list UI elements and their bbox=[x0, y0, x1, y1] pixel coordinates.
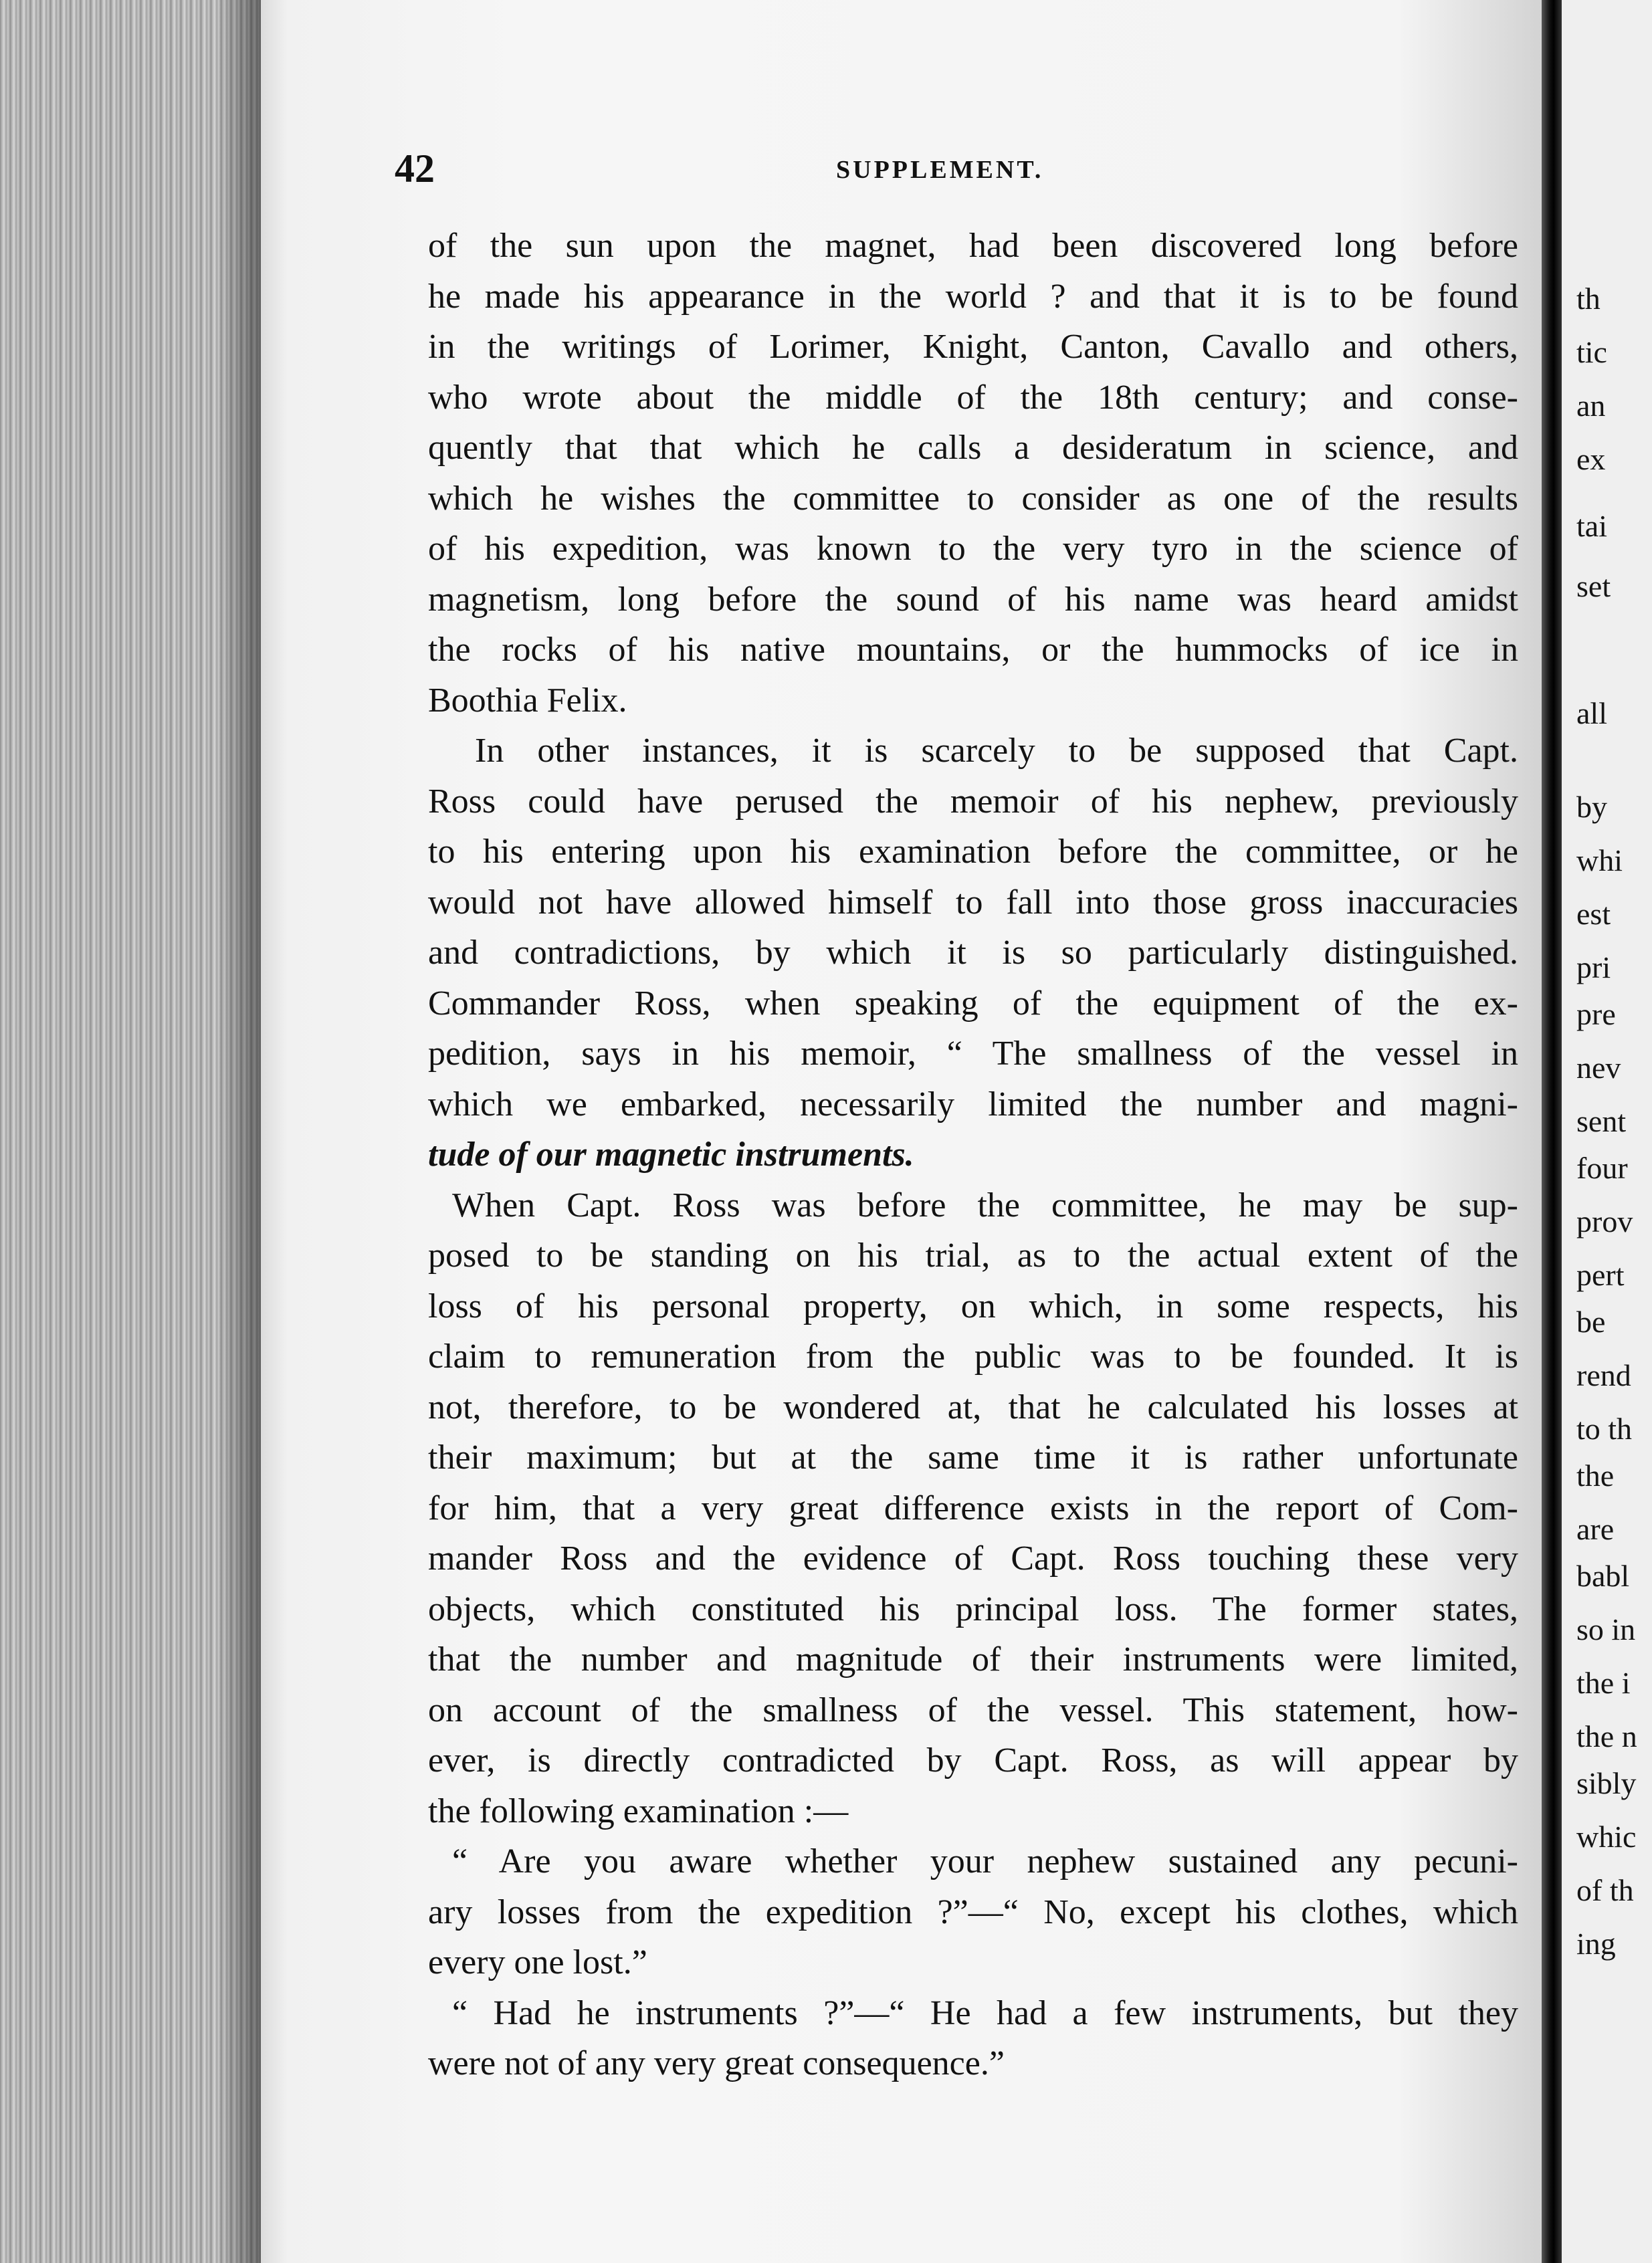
next-page-line: est bbox=[1576, 897, 1611, 931]
text-line: on account of the smallness of the vessel. This statement, how- bbox=[428, 1691, 1518, 1729]
text-line: which he wishes the committee to consider as one of the results bbox=[428, 479, 1518, 518]
text-line: loss of his personal property, on which, in some respects, his bbox=[428, 1287, 1518, 1325]
next-page-line: whi bbox=[1576, 843, 1623, 877]
next-page-fragment bbox=[1562, 0, 1652, 2263]
next-page-line: the i bbox=[1576, 1666, 1631, 1700]
text-line: and contradictions, by which it is so particularly distinguished. bbox=[428, 934, 1518, 972]
text-line: the rocks of his native mountains, or the hummocks of ice in bbox=[428, 631, 1518, 669]
next-page-line: set bbox=[1576, 569, 1611, 603]
next-page-line: are bbox=[1576, 1512, 1615, 1546]
next-page-line: by bbox=[1576, 790, 1607, 824]
text-line: in the writings of Lorimer, Knight, Canton, Cavallo and others, bbox=[428, 328, 1518, 366]
next-page-line: nev bbox=[1576, 1051, 1621, 1085]
book-gutter bbox=[1542, 0, 1562, 2263]
text-line: ever, is directly contradicted by Capt. Ross, as will appear by bbox=[428, 1741, 1518, 1780]
text-line: that the number and magnitude of their instruments were limited, bbox=[428, 1640, 1518, 1679]
next-page-line: pri bbox=[1576, 950, 1611, 984]
next-page-line: th bbox=[1576, 282, 1601, 316]
text-line: When Capt. Ross was before the committee, he may be sup- bbox=[452, 1186, 1518, 1224]
text-line: objects, which constituted his principal loss. The former states, bbox=[428, 1590, 1518, 1628]
text-line: tude of our magnetic instruments. bbox=[428, 1136, 914, 1174]
next-page-line: sibly bbox=[1576, 1766, 1637, 1800]
text-line: “ Had he instruments ?”—“ He had a few instruments, but they bbox=[452, 1993, 1518, 2032]
page-number: 42 bbox=[395, 146, 435, 191]
next-page-line: of th bbox=[1576, 1873, 1634, 1907]
next-page-line: babl bbox=[1576, 1559, 1630, 1593]
next-page-line: pre bbox=[1576, 997, 1616, 1031]
next-page-line: the bbox=[1576, 1459, 1615, 1493]
text-line: claim to remuneration from the public was to be founded. It is bbox=[428, 1337, 1518, 1376]
text-line: Commander Ross, when speaking of the equipment of the ex- bbox=[428, 984, 1518, 1022]
next-page-line: all bbox=[1576, 696, 1607, 730]
text-line: the following examination :— bbox=[428, 1792, 849, 1830]
text-line: to his entering upon his examination before the committee, or he bbox=[428, 833, 1518, 871]
text-line: who wrote about the middle of the 18th century; and conse- bbox=[428, 378, 1518, 417]
next-page-line: ex bbox=[1576, 442, 1606, 476]
text-line: of the sun upon the magnet, had been discovered long before bbox=[428, 227, 1518, 265]
text-line: would not have allowed himself to fall into those gross inaccuracies bbox=[428, 883, 1518, 922]
text-line: pedition, says in his memoir, “ The smallness of the vessel in bbox=[428, 1035, 1518, 1073]
next-page-line: tai bbox=[1576, 509, 1607, 543]
next-page-line: rend bbox=[1576, 1358, 1631, 1392]
text-line: for him, that a very great difference exists in the report of Com- bbox=[428, 1489, 1518, 1527]
next-page-line: be bbox=[1576, 1305, 1606, 1339]
text-line: were not of any very great consequence.” bbox=[428, 2044, 1005, 2082]
text-line: posed to be standing on his trial, as to the actual extent of the bbox=[428, 1236, 1518, 1275]
next-page-line: whic bbox=[1576, 1820, 1637, 1854]
text-line: of his expedition, was known to the very tyro in the science of bbox=[428, 530, 1518, 568]
text-line: Boothia Felix. bbox=[428, 681, 627, 720]
text-line: Ross could have perused the memoir of his nephew, previously bbox=[428, 782, 1518, 821]
text-line: their maximum; but at the same time it is rather unfortunate bbox=[428, 1438, 1518, 1477]
next-page-line: the n bbox=[1576, 1719, 1637, 1753]
text-line: quently that that which he calls a desideratum in science, and bbox=[428, 429, 1518, 467]
text-line: “ Are you aware whether your nephew sustained any pecuni- bbox=[452, 1842, 1518, 1880]
next-page-line: pert bbox=[1576, 1258, 1625, 1292]
next-page-line: prov bbox=[1576, 1204, 1633, 1238]
page-edges bbox=[0, 0, 261, 2263]
next-page-line: four bbox=[1576, 1151, 1628, 1185]
text-line: In other instances, it is scarcely to be supposed that Capt. bbox=[475, 732, 1518, 770]
running-title: SUPPLEMENT. bbox=[836, 156, 1044, 184]
text-line: not, therefore, to be wondered at, that he calculated his losses at bbox=[428, 1388, 1518, 1426]
text-line: which we embarked, necessarily limited the number and magni- bbox=[428, 1085, 1518, 1123]
next-page-line: sent bbox=[1576, 1104, 1627, 1138]
text-line: magnetism, long before the sound of his name was heard amidst bbox=[428, 580, 1518, 619]
next-page-line: tic bbox=[1576, 335, 1607, 369]
text-line: ary losses from the expedition ?”—“ No, except his clothes, which bbox=[428, 1893, 1518, 1931]
next-page-line: an bbox=[1576, 389, 1606, 423]
next-page-line: ing bbox=[1576, 1927, 1616, 1961]
text-line: every one lost.” bbox=[428, 1943, 647, 1981]
body-text bbox=[428, 221, 1518, 2089]
text-line: he made his appearance in the world ? and that it is to be found bbox=[428, 277, 1518, 316]
next-page-line: so in bbox=[1576, 1612, 1636, 1646]
next-page-line: to th bbox=[1576, 1412, 1633, 1446]
text-line: mander Ross and the evidence of Capt. Ross touching these very bbox=[428, 1539, 1518, 1578]
